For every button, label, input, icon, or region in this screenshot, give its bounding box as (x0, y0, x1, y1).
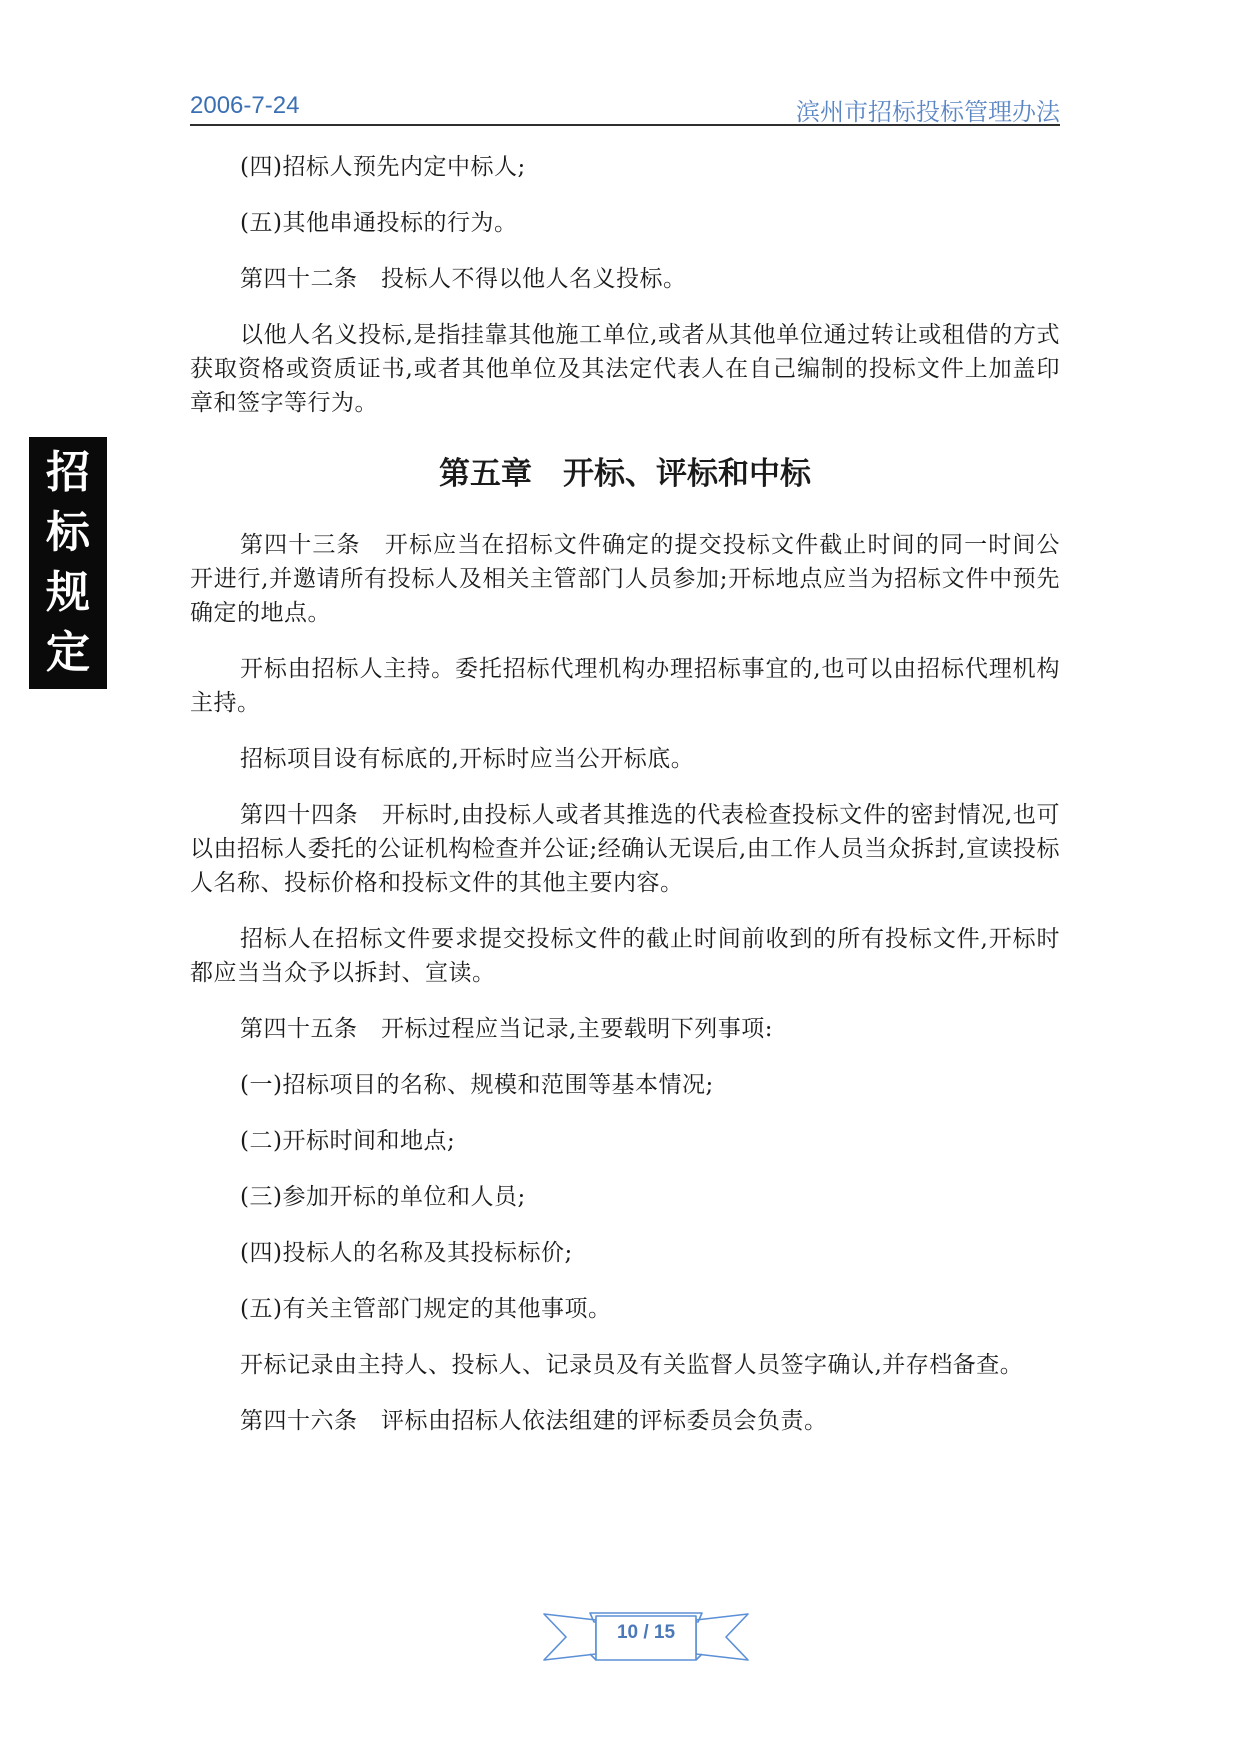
list-item: (一)招标项目的名称、规模和范围等基本情况; (240, 1072, 714, 1098)
list-item: (五)其他串通投标的行为。 (240, 210, 518, 236)
side-tab-char: 招 (46, 447, 90, 498)
page-number: 10 / 15 (616, 1622, 676, 1643)
article-paragraph: 以他人名义投标,是指挂靠其他施工单位,或者从其他单位通过转让或租借的方式获取资格或资质证书,或者其他单位及其法定代表人在自己编制的投标文件上加盖印章和签字等行为。 (190, 322, 1060, 416)
side-tab-label (29, 437, 107, 689)
side-tab-char: 规 (46, 567, 90, 618)
list-item: (二)开标时间和地点; (240, 1128, 456, 1154)
list-item: (三)参加开标的单位和人员; (240, 1184, 526, 1210)
header-date: 2006-7-24 (190, 92, 300, 119)
list-item: (四)招标人预先内定中标人; (240, 154, 526, 180)
side-tab-char: 定 (46, 627, 90, 678)
article-paragraph: 第四十三条 开标应当在招标文件确定的提交投标文件截止时间的同一时间公开进行,并邀请所有投标人及相关主管部门人员参加;开标地点应当为招标文件中预先确定的地点。 (190, 532, 1060, 626)
header-title: 滨州市招标投标管理办法 (796, 98, 1060, 126)
list-item: (五)有关主管部门规定的其他事项。 (240, 1296, 612, 1322)
page-number-ribbon (538, 1608, 754, 1666)
document-body (190, 150, 1060, 1438)
article-paragraph: 开标由招标人主持。委托招标代理机构办理招标事宜的,也可以由招标代理机构主持。 (190, 656, 1060, 716)
article-paragraph: 开标记录由主持人、投标人、记录员及有关监督人员签字确认,并存档备查。 (240, 1352, 1024, 1378)
list-item: (四)投标人的名称及其投标标价; (240, 1240, 573, 1266)
article-paragraph: 第四十五条 开标过程应当记录,主要载明下列事项: (240, 1016, 774, 1042)
article-paragraph: 招标项目设有标底的,开标时应当公开标底。 (240, 746, 695, 772)
chapter-heading: 第五章 开标、评标和中标 (439, 456, 811, 492)
side-tab-char: 标 (46, 507, 90, 558)
article-paragraph: 第四十二条 投标人不得以他人名义投标。 (240, 266, 687, 292)
article-paragraph: 第四十六条 评标由招标人依法组建的评标委员会负责。 (240, 1408, 828, 1434)
article-paragraph: 第四十四条 开标时,由投标人或者其推选的代表检查投标文件的密封情况,也可以由招标人委托的公证机构检查并公证;经确认无误后,由工作人员当众拆封,宣读投标人名称、投标价格和投标文件的其他主要内容。 (190, 802, 1060, 896)
page-header (190, 88, 1060, 126)
article-paragraph: 招标人在招标文件要求提交投标文件的截止时间前收到的所有投标文件,开标时都应当当众予以拆封、宣读。 (190, 926, 1060, 986)
